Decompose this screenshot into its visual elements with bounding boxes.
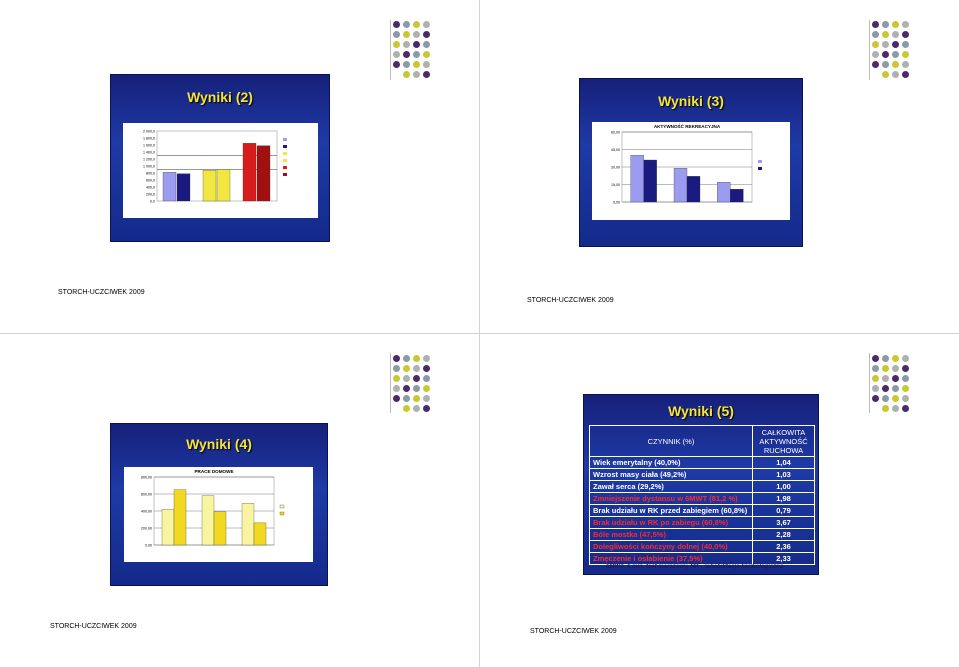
decorative-dot [413,405,420,412]
decorative-dot [882,385,889,392]
tick-label: 45,00 [611,148,620,152]
decorative-dot [882,31,889,38]
slide-wyniki-4 [111,424,327,585]
legend-swatch [283,173,287,176]
slide-title: Wyniki (3) [658,93,724,109]
decorative-dot [403,355,410,362]
bar-chart [592,122,790,220]
legend-swatch [280,505,284,508]
decorative-dot [403,405,410,412]
legend-swatch [280,512,284,515]
footer-label: STORCH-UCZCIWEK 2009 [50,623,137,630]
decorative-dot [393,395,400,402]
factor-cell: Wzrost masy ciała (49,2%) [590,469,753,481]
decorative-dot [892,61,899,68]
bar [162,509,174,545]
chart-svg [592,122,790,220]
decorative-dot [393,51,400,58]
decorative-dot [393,31,400,38]
bar [717,182,730,202]
value-cell: 2,33 [753,553,815,565]
bar [674,168,687,202]
tick-label: 60,00 [611,130,620,135]
value-cell: 1,98 [753,493,815,505]
decorative-dot [882,21,889,28]
chart-svg [123,123,318,218]
decorative-dot [423,365,430,372]
decorative-dot [872,365,879,372]
bar [217,170,230,202]
decorative-dot [413,365,420,372]
tick-label: 200,0 [146,192,155,197]
decorative-dot [423,21,430,28]
decorative-dot [872,21,879,28]
bar [214,512,226,545]
table-row [590,481,815,493]
decorative-dot [413,71,420,78]
decorative-dot [872,61,879,68]
decorative-dot [882,61,889,68]
decorative-dot [882,51,889,58]
decorative-dot [902,355,909,362]
decorative-dot [423,405,430,412]
decorative-dot [413,385,420,392]
decorative-dot [393,61,400,68]
decorative-dot [872,375,879,382]
bar-chart [124,467,313,562]
decorative-dot [902,395,909,402]
factor-cell: Brak udziału w RK przed zabiegiem (60,8%) [590,505,753,517]
tick-label: 400,00 [141,509,152,514]
tick-label: 2 000,0 [143,129,155,134]
decorative-dot [393,355,400,362]
slide-wyniki-3 [580,79,802,246]
bar [242,503,254,545]
bar-chart [123,123,318,218]
table-row [590,457,815,469]
bar [644,160,657,202]
tick-label: 0,00 [145,543,152,548]
decorative-dot [423,41,430,48]
decorative-dot [423,355,430,362]
decorative-dot [413,375,420,382]
decorative-dot [393,21,400,28]
decorative-dot [872,41,879,48]
decorative-dot [872,355,879,362]
footer-label: STORCH-UCZCIWEK 2009 [527,297,614,304]
bar [203,170,216,201]
decorative-dot [393,41,400,48]
factor-cell: Zawał serca (29,2%) [590,481,753,493]
tick-label: 0,00 [613,200,620,205]
slide-wyniki-5 [584,395,818,574]
tick-label: 800,00 [141,475,152,480]
decorative-dot [403,41,410,48]
bar [254,523,266,545]
decorative-dot [882,71,889,78]
decorative-dot [882,375,889,382]
decorative-dot [403,375,410,382]
bar [243,143,256,201]
factor-cell: Bóle mostka (47,5%) [590,529,753,541]
table-row [590,493,815,505]
decorative-dot [902,41,909,48]
page-divider-horizontal [0,333,959,334]
tick-label: 1 400,0 [143,150,155,155]
slide-title: Wyniki (2) [187,89,253,105]
decorative-dot [892,21,899,28]
decorative-dot [892,365,899,372]
table-header-row [590,426,815,457]
decorative-dot [423,395,430,402]
tick-label: 0,0 [150,199,155,204]
tick-label: 1 600,0 [143,143,155,148]
decorative-dot [902,31,909,38]
decorative-dot [902,51,909,58]
decorative-dot [413,41,420,48]
tick-label: 30,00 [611,165,620,170]
decorative-dot [393,375,400,382]
legend-swatch [283,145,287,148]
tick-label: 400,0 [146,185,155,190]
legend-swatch [758,160,762,163]
table-row [590,541,815,553]
slide-title: Wyniki (5) [668,403,734,419]
decorative-dot [403,385,410,392]
factor-cell: Dolegliwości kończyny dolnej (40,0%) [590,541,753,553]
chart-title: AKTYWNOŚĆ REKREACYJNA [653,124,721,129]
decorative-dot [892,405,899,412]
decorative-dot [423,61,430,68]
decorative-dot [882,395,889,402]
decorative-dot [403,71,410,78]
legend-swatch [283,138,287,141]
decorative-dot [413,31,420,38]
decorative-dot [902,365,909,372]
decorative-line [869,353,870,413]
bar [257,146,270,201]
footer-label: STORCH-UCZCIWEK 2009 [58,289,145,296]
header-factor: CZYNNIK (%) [590,426,753,457]
tick-label: 1 200,0 [143,157,155,162]
table-row [590,505,815,517]
decorative-dot [403,395,410,402]
decorative-dot [403,51,410,58]
decorative-dot [403,365,410,372]
tick-label: 200,00 [141,526,152,531]
tick-label: 15,00 [611,183,620,187]
decorative-dot [882,41,889,48]
decorative-dot [902,375,909,382]
table-row [590,469,815,481]
value-cell: 2,36 [753,541,815,553]
decorative-dot [882,405,889,412]
legend-swatch [283,159,287,162]
tick-label: 800,0 [146,171,155,176]
decorative-dot [892,51,899,58]
value-cell: 1,04 [753,457,815,469]
decorative-dot [413,21,420,28]
decorative-dot [413,355,420,362]
decorative-dot [882,365,889,372]
decorative-dot [423,51,430,58]
decorative-dot [393,365,400,372]
decorative-dot [902,61,909,68]
decorative-dot [403,31,410,38]
decorative-dot [902,71,909,78]
value-cell: 1,03 [753,469,815,481]
value-cell: 1,00 [753,481,815,493]
factor-table [589,425,815,565]
decorative-dot [423,71,430,78]
decorative-dot [872,385,879,392]
footer-label: STORCH-UCZCIWEK 2009 [530,628,617,635]
bar [631,155,644,202]
legend-swatch [758,167,762,170]
decorative-dot [423,385,430,392]
decorative-line [390,353,391,413]
decorative-dot [892,375,899,382]
decorative-dot [882,355,889,362]
value-cell: 2,28 [753,529,815,541]
bar [177,174,190,201]
header-activity: CAŁKOWITA AKTYWNOŚĆ RUCHOWA [753,426,815,457]
decorative-line [390,20,391,80]
bar [174,490,186,545]
value-cell: 3,67 [753,517,815,529]
slide-title: Wyniki (4) [186,436,252,452]
bar [202,496,214,545]
chart-title: PRACE DOMOWE [194,469,234,474]
decorative-dot [892,355,899,362]
factor-cell: Zmniejszenie dystansu w 6MWT (81,2 %) [590,493,753,505]
bar [163,172,176,201]
tick-label: 600,0 [146,178,155,183]
factor-cell: Wiek emerytalny (40,0%) [590,457,753,469]
decorative-dot [403,21,410,28]
decorative-dot [413,61,420,68]
decorative-dot [872,51,879,58]
decorative-dot [403,61,410,68]
factor-cell: Brak udziału w RK po zabiegu (60,8%) [590,517,753,529]
decorative-dot [393,385,400,392]
bar [730,189,743,202]
decorative-dot [902,405,909,412]
decorative-dot [413,51,420,58]
value-cell: 0,79 [753,505,815,517]
table-row [590,529,815,541]
legend-swatch [283,166,287,169]
decorative-dot [413,395,420,402]
legend-swatch [283,152,287,155]
factor-cell: Zmęczenie i osłabienie (37,5%) [590,553,753,565]
bar [687,176,700,202]
decorative-dot [872,395,879,402]
decorative-dot [902,385,909,392]
slide-wyniki-2 [111,75,329,241]
table-row [590,517,815,529]
chart-svg [124,467,313,562]
decorative-dot [423,375,430,382]
decorative-line [869,20,870,80]
tick-label: 600,00 [141,492,152,497]
table-row [590,553,815,565]
decorative-dot [872,31,879,38]
decorative-dot [892,31,899,38]
decorative-dot [892,71,899,78]
decorative-dot [892,41,899,48]
tick-label: 1 800,0 [143,136,155,141]
table-footnote: 6MWT- 6 min. test marszowy, RK - rehabilitacja kardiologiczna [606,564,784,570]
decorative-dot [892,395,899,402]
decorative-dot [902,21,909,28]
tick-label: 1 000,0 [143,164,155,169]
decorative-dot [423,31,430,38]
decorative-dot [892,385,899,392]
